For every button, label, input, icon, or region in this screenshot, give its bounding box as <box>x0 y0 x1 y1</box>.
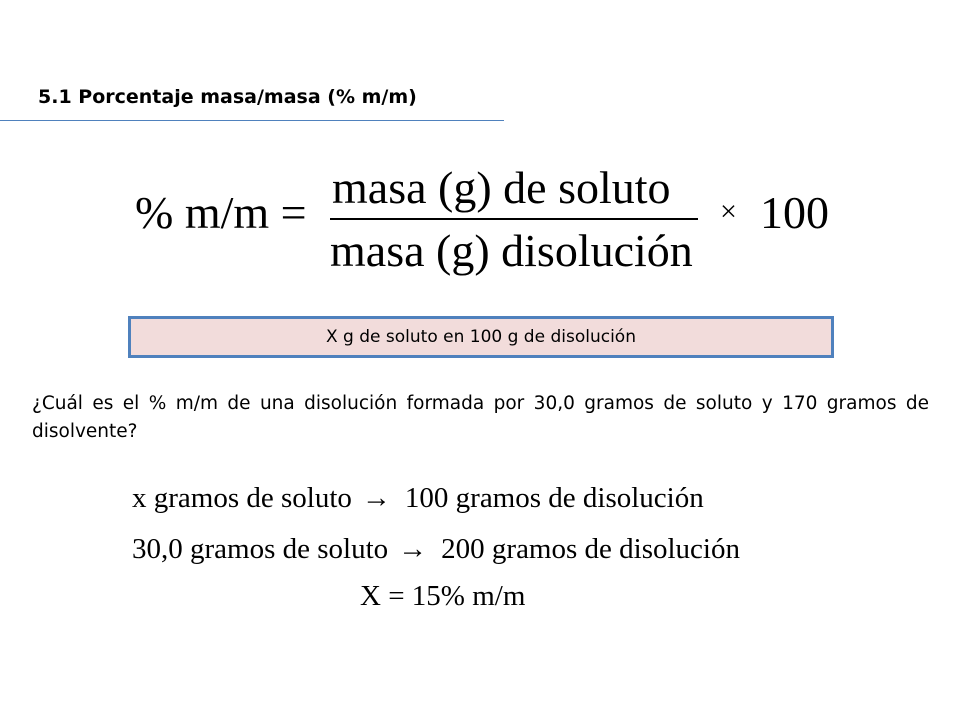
formula-numerator: masa (g) de soluto <box>332 162 671 213</box>
right-arrow-icon: → <box>361 482 391 514</box>
formula-lhs: % m/m = <box>135 187 307 238</box>
section-title: 5.1 Porcentaje masa/masa (% m/m) <box>38 86 417 108</box>
definition-box <box>128 316 834 358</box>
formula-factor: 100 <box>760 187 829 238</box>
line1-right: 100 gramos de disolución <box>404 482 704 514</box>
line2-left: 30,0 gramos de soluto <box>132 533 389 565</box>
question-text: ¿Cuál es el % m/m de una disolución formada por 30,0 gramos de soluto y 170 gramos de disolvente? <box>32 393 929 442</box>
line2-right: 200 gramos de disolución <box>441 533 740 565</box>
percent-mass-formula <box>0 0 960 300</box>
formula-denominator: masa (g) disolución <box>330 225 693 276</box>
times-sign: × <box>720 195 737 228</box>
line1-left: x gramos de soluto <box>132 482 352 514</box>
solution-line-1 <box>132 484 704 513</box>
solution-result: X = 15% m/m <box>360 580 526 612</box>
right-arrow-icon: → <box>398 533 428 565</box>
solution-line-2 <box>132 535 740 564</box>
fraction-bar <box>330 218 698 220</box>
definition-text: X g de soluto en 100 g de disolución <box>326 327 636 347</box>
